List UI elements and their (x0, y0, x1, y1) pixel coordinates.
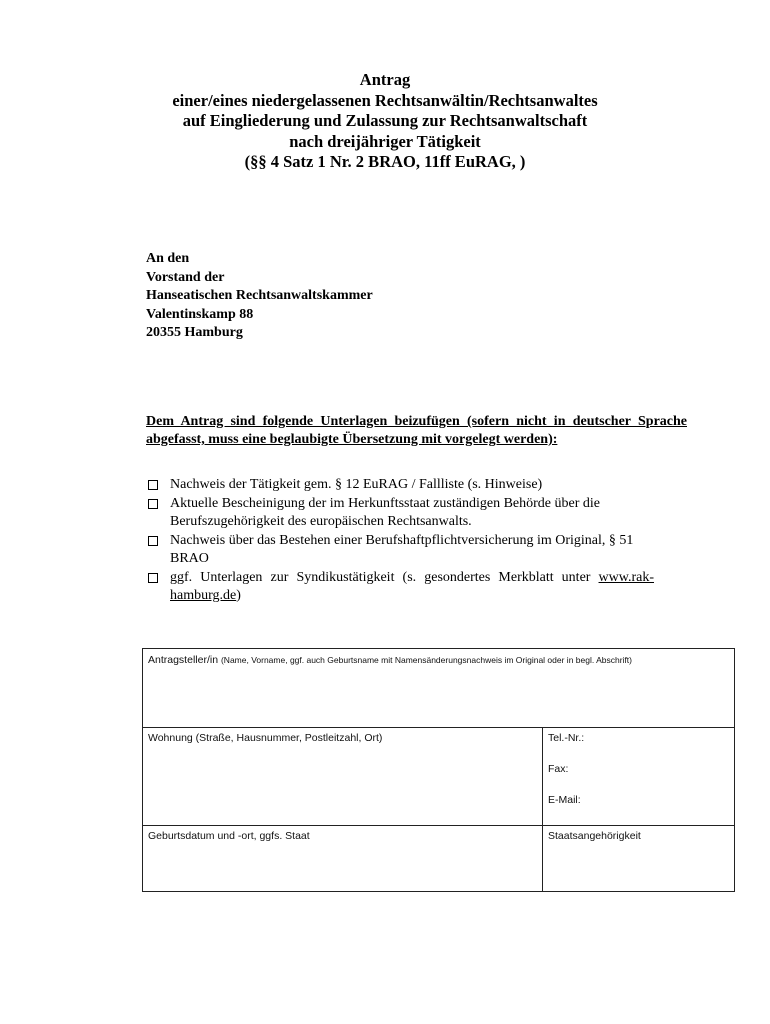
residence-label: Wohnung (Straße, Hausnummer, Postleitzahl, Ort) (148, 732, 383, 744)
applicant-form-table (142, 648, 735, 892)
phone-label: Tel.-Nr.: (548, 732, 585, 744)
address-line: 20355 Hamburg (146, 325, 243, 340)
title-line: Antrag (359, 70, 411, 89)
birth-label: Geburtsdatum und -ort, ggfs. Staat (148, 830, 310, 842)
address-line: Valentinskamp 88 (146, 306, 254, 322)
address-line: An den (146, 251, 190, 266)
birth-field[interactable] (143, 826, 543, 892)
checklist-item (146, 569, 654, 606)
checkbox[interactable] (148, 499, 158, 509)
checklist-item-text: Nachweis der Tätigkeit gem. § 12 EuRAG / Fallliste (s. Hinweise) (170, 477, 543, 492)
rak-hamburg-link[interactable]: www.rak-hamburg.de (170, 569, 654, 603)
documents-checklist (146, 476, 654, 606)
title-line: (§§ 4 Satz 1 Nr. 2 BRAO, 11ff EuRAG, ) (244, 152, 526, 171)
address-line: Hanseatischen Rechtsanwaltskammer (146, 288, 373, 303)
citizenship-field[interactable] (543, 826, 735, 892)
title-line: auf Eingliederung und Zulassung zur Rechtsanwaltschaft (182, 111, 588, 130)
checklist-item-text: ggf. Unterlagen zur Syndikustätigkeit (s. gesondertes Merkblatt unter (170, 569, 599, 585)
checklist-item (146, 532, 654, 569)
citizenship-label: Staatsangehörigkeit (548, 830, 641, 842)
fax-label: Fax: (548, 763, 569, 775)
recipient-address (146, 250, 373, 343)
contact-field[interactable] (543, 728, 735, 826)
checkbox[interactable] (148, 480, 158, 490)
email-label: E-Mail: (548, 794, 581, 806)
checkbox[interactable] (148, 573, 158, 583)
address-line: Vorstand der (146, 269, 225, 285)
checklist-item (146, 495, 654, 532)
applicant-label: Antragsteller/in (148, 654, 219, 666)
title-line: nach dreijähriger Tätigkeit (289, 131, 481, 151)
document-title (0, 70, 770, 173)
applicant-hint: (Name, Vorname, ggf. auch Geburtsname mit Namensänderungsnachweis im Original oder in begl. Abschrift) (220, 655, 632, 665)
checklist-item-text-end: ) (236, 588, 241, 603)
checklist-item-text: Aktuelle Bescheinigung der im Herkunftsstaat zuständigen Behörde über die Berufszugehörigkeit des europäischen Rechtsanwalts. (170, 495, 600, 529)
applicant-field[interactable] (143, 649, 735, 728)
documents-notice: Dem Antrag sind folgende Unterlagen beizufügen (sofern nicht in deutscher Sprache abgefasst, muss eine beglaubigte Übersetzung mit vorgelegt werden): (146, 414, 687, 447)
checkbox[interactable] (148, 536, 158, 546)
residence-field[interactable] (143, 728, 543, 826)
title-line: einer/eines niedergelassenen Rechtsanwältin/Rechtsanwaltes (172, 90, 598, 110)
checklist-item-text: Nachweis über das Bestehen einer Berufshaftpflichtversicherung im Original, § 51 BRAO (170, 532, 634, 566)
checklist-item (146, 476, 654, 495)
